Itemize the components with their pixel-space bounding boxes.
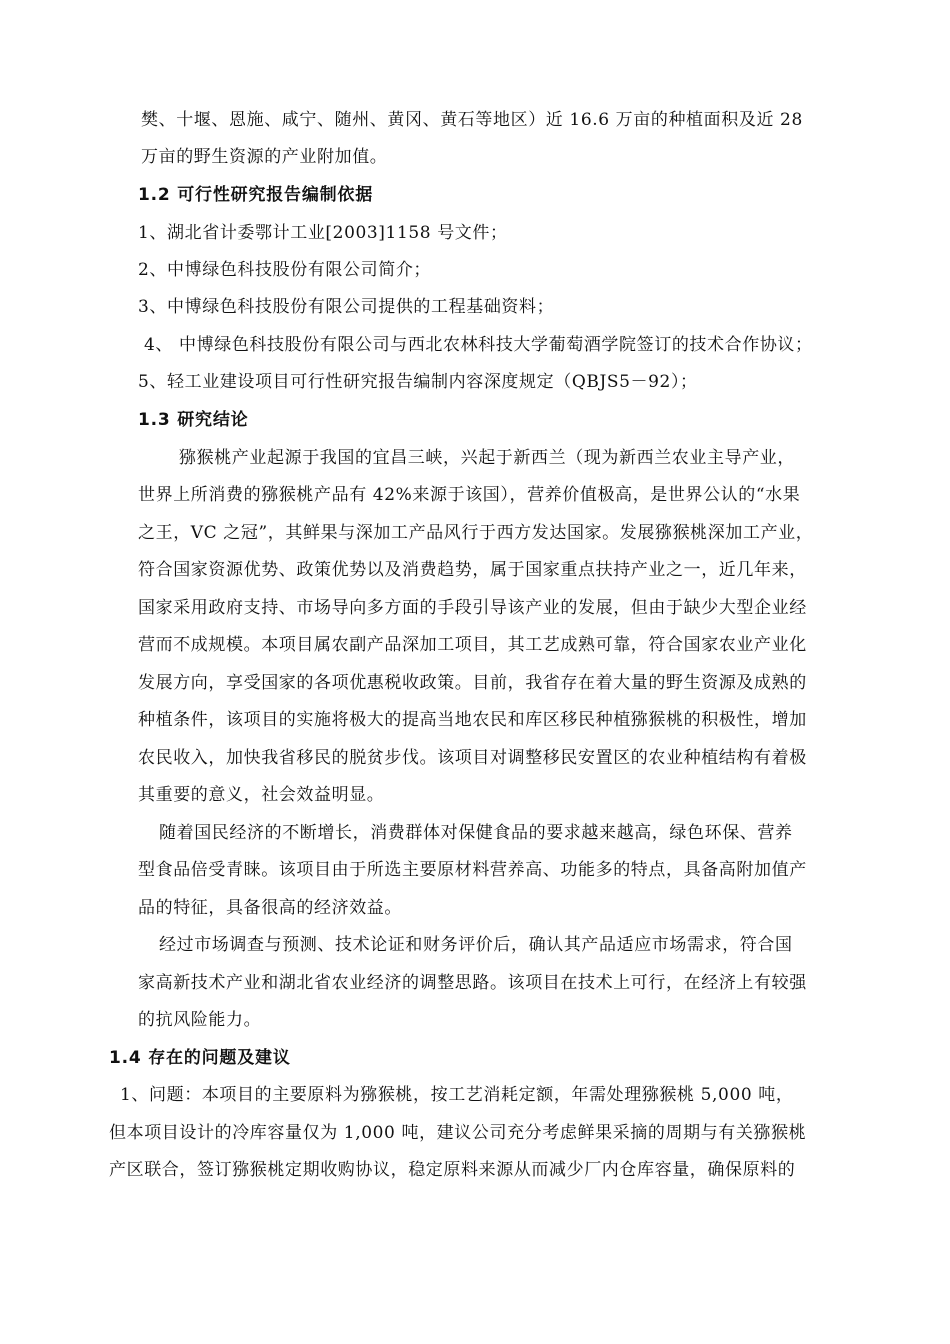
list-item: 5、轻工业建设项目可行性研究报告编制内容深度规定（QBJS5－92）； [138,372,698,392]
section-heading-1-4: 1.4 存在的问题及建议 [109,1048,291,1068]
paragraph-line: 国家采用政府支持、市场导向多方面的手段引导该产业的发展，但由于缺少大型企业经 [138,598,807,618]
paragraph-line: 产区联合，签订猕猴桃定期收购协议，稳定原料来源从而减少厂内仓库容量，确保原料的 [109,1160,796,1180]
paragraph-line: 品的特征，具备很高的经济效益。 [138,898,402,918]
paragraph-line: 猕猴桃产业起源于我国的宜昌三峡，兴起于新西兰（现为新西兰农业主导产业， [179,448,795,468]
paragraph-line: 万亩的野生资源的产业附加值。 [141,147,388,167]
paragraph-line: 型食品倍受青睐。该项目由于所选主要原材料营养高、功能多的特点，具备高附加值产 [138,860,807,880]
list-item: 4、 中博绿色科技股份有限公司与西北农林科技大学葡萄酒学院签订的技术合作协议； [144,335,813,355]
paragraph-line: 之王，VC 之冠”，其鲜果与深加工产品风行于西方发达国家。发展猕猴桃深加工产业， [138,523,814,543]
paragraph-line: 但本项目设计的冷库容量仅为 1,000 吨，建议公司充分考虑鲜果采摘的周期与有关猕猴桃 [109,1123,807,1143]
paragraph-line: 符合国家资源优势、政策优势以及消费趋势，属于国家重点扶持产业之一，近几年来， [138,560,807,580]
paragraph-line: 世界上所消费的猕猴桃产品有 42%来源于该国），营养价值极高，是世界公认的“水果 [138,485,801,505]
paragraph-line: 农民收入，加快我省移民的脱贫步伐。该项目对调整移民安置区的农业种植结构有着极 [138,748,807,768]
paragraph-line: 发展方向，享受国家的各项优惠税收政策。目前，我省存在着大量的野生资源及成熟的 [138,673,807,693]
paragraph-line: 家高新技术产业和湖北省农业经济的调整思路。该项目在技术上可行，在经济上有较强 [138,973,807,993]
list-item: 1、湖北省计委鄂计工业[2003]1158 号文件； [138,223,508,243]
paragraph-line: 其重要的意义，社会效益明显。 [138,785,385,805]
paragraph-line: 种植条件，该项目的实施将极大的提高当地农民和库区移民种植猕猴桃的积极性，增加 [138,710,807,730]
list-item: 3、中博绿色科技股份有限公司提供的工程基础资料； [138,297,555,317]
section-heading-1-2: 1.2 可行性研究报告编制依据 [138,185,374,205]
paragraph-line: 樊、十堰、恩施、咸宁、随州、黄冈、黄石等地区）近 16.6 万亩的种植面积及近 28 [141,110,803,130]
paragraph-line: 的抗风险能力。 [138,1010,262,1030]
list-item: 2、中博绿色科技股份有限公司简介； [138,260,432,280]
paragraph-line: 营而不成规模。本项目属农副产品深加工项目，其工艺成熟可靠，符合国家农业产业化 [138,635,807,655]
paragraph-line: 随着国民经济的不断增长，消费群体对保健食品的要求越来越高，绿色环保、营养 [159,823,793,843]
paragraph-line: 1、问题：本项目的主要原料为猕猴桃，按工艺消耗定额，年需处理猕猴桃 5,000 吨， [120,1085,794,1105]
paragraph-line: 经过市场调查与预测、技术论证和财务评价后，确认其产品适应市场需求，符合国 [159,935,793,955]
section-heading-1-3: 1.3 研究结论 [138,410,249,430]
